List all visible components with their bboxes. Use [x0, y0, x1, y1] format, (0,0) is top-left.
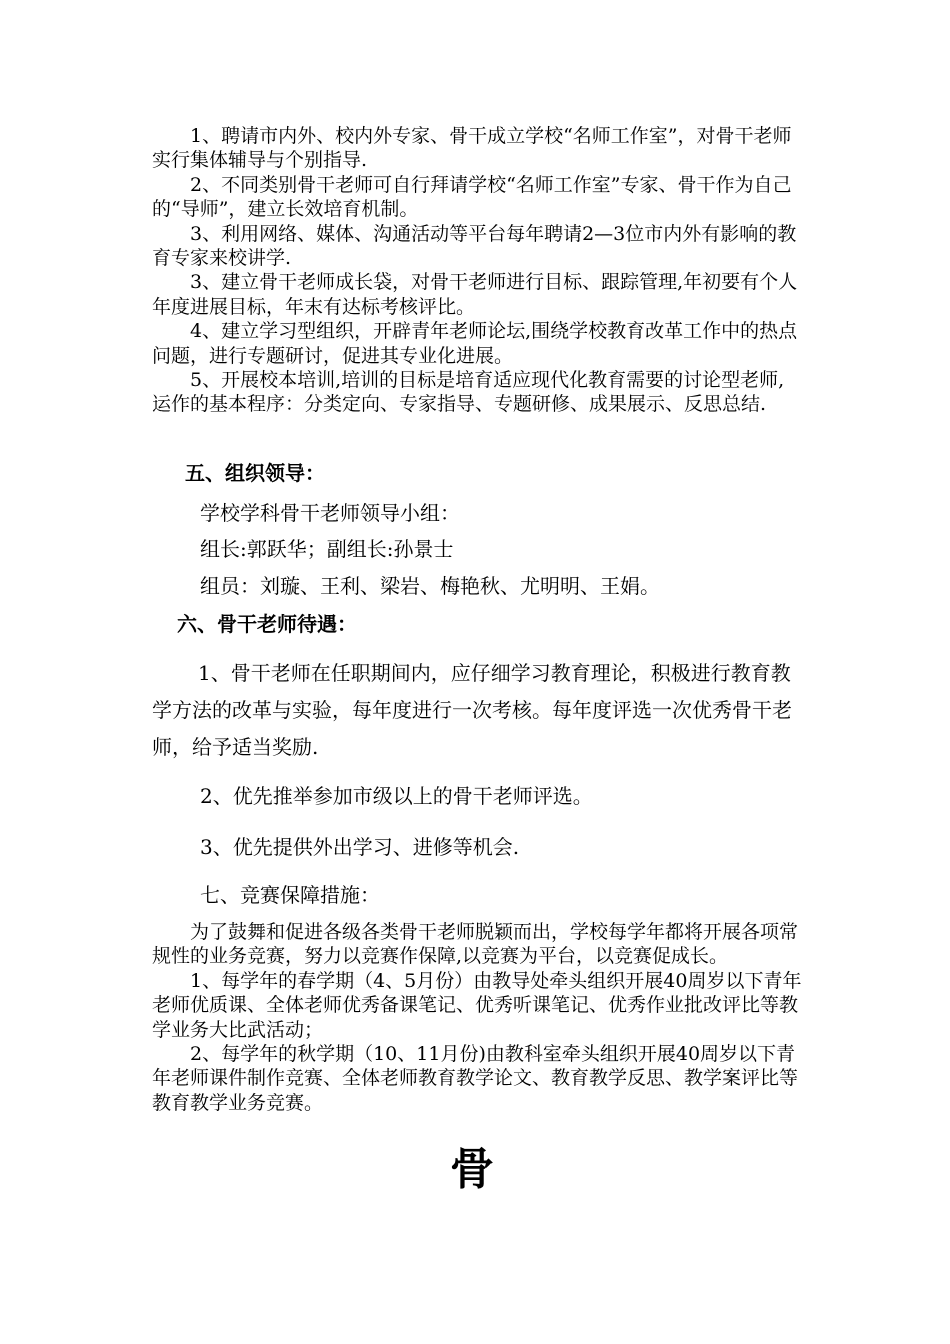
leadership-group: 学校学科骨干老师领导小组： — [200, 501, 460, 525]
leadership-members: 组员：刘璇、王利、梁岩、梅艳秋、尤明明、王娟。 — [200, 574, 660, 598]
section7-heading: 七、竞赛保障措施： — [200, 883, 380, 907]
measure-1: 1、聘请市内外、校内外专家、骨干成立学校“名师工作室”，对骨干老师实行集体辅导与个别指导. — [152, 125, 792, 172]
competition-measures — [152, 920, 802, 1115]
leadership-leaders: 组长:郭跃华；副组长:孙景士 — [200, 537, 454, 561]
benefits-item-1-block — [152, 655, 802, 766]
section6-heading: 六、骨干老师待遇： — [177, 612, 357, 636]
competition-item-1: 1、每学年的春学期（4、5月份）由教导处牵头组织开展40周岁以下青年老师优质课、全体老师优秀备课笔记、优秀听课笔记、优秀作业批改评比等教学业务大比武活动； — [152, 969, 802, 1041]
competition-item-2: 2、每学年的秋学期（10、11月份)由教科室牵头组织开展40周岁以下青年老师课件制作竞赛、全体老师教育教学论文、教育教学反思、教学案评比等教育教学业务竞赛。 — [152, 1043, 799, 1114]
measure-2: 2、不同类别骨干老师可自行拜请学校“名师工作室”专家、骨干作为自己的“导师”，建立长效培育机制。 — [152, 173, 792, 221]
measure-6: 5、开展校本培训,培训的目标是培育适应现代化教育需要的讨论型老师,运作的基本程序：分类定向、专家指导、专题研修、成果展示、反思总结. — [152, 369, 785, 416]
measure-5: 4、建立学习型组织，开辟青年老师论坛,围绕学校教育改革工作中的热点问题，进行专题研讨，促进其专业化进展。 — [152, 320, 798, 367]
benefits-item-2: 2、优先推举参加市级以上的骨干老师评选。 — [200, 784, 593, 808]
measure-4: 3、建立骨干老师成长袋，对骨干老师进行目标、跟踪管理,年初要有个人年度进展目标，年末有达标考核评比。 — [152, 271, 798, 318]
benefits-item-3: 3、优先提供外出学习、进修等机会. — [200, 835, 520, 859]
competition-intro: 为了鼓舞和促进各级各类骨干老师脱颖而出，学校每学年都将开展各项常规性的业务竞赛，努力以竞赛作保障,以竞赛为平台，以竞赛促成长。 — [152, 921, 799, 968]
benefits-item-1: 1、骨干老师在任职期间内，应仔细学习教育理论，积极进行教育教学方法的改革与实验，每年度进行一次考核。每年度评选一次优秀骨干老师，给予适当奖励. — [152, 661, 792, 759]
cover-title-char: 骨 — [450, 1144, 494, 1195]
section5-heading: 五、组织领导： — [185, 461, 325, 485]
measure-3: 3、利用网络、媒体、沟通活动等平台每年聘请2—3位市内外有影响的教育专家来校讲学. — [152, 222, 797, 270]
training-measures — [152, 124, 802, 417]
